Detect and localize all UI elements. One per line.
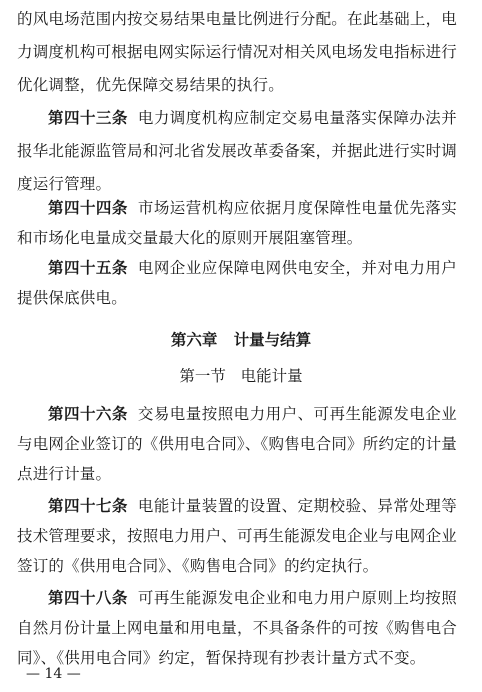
paragraph-line: 的风电场范围内按交易结果电量比例进行分配。在此基础上，电	[17, 10, 457, 28]
paragraph-line: 和市场化电量成交量最大化的原则开展阻塞管理。	[17, 229, 363, 247]
article-46-line: 第四十六条 交易电量按照电力用户、可再生能源发电企业	[48, 405, 457, 423]
paragraph-line: 度运行管理。	[17, 175, 112, 193]
article-48-line: 第四十八条 可再生能源发电企业和电力用户原则上均按照	[48, 589, 457, 607]
article-44-line: 第四十四条 市场运营机构应依据月度保障性电量优先落实	[48, 199, 457, 217]
article-number: 第四十五条	[48, 259, 128, 277]
paragraph-line: 提供保底供电。	[17, 289, 127, 307]
paragraph-line: 自然月份计量上网电量和用电量，不具备条件的可按《购售电合	[17, 619, 457, 637]
paragraph-line: 点进行计量。	[17, 465, 112, 483]
paragraph-line: 签订的《供用电合同》、《购售电合同》的约定执行。	[17, 557, 379, 575]
article-number: 第四十三条	[48, 109, 128, 127]
article-43-line: 第四十三条 电力调度机构应制定交易电量落实保障办法并	[48, 109, 457, 127]
article-number: 第四十七条	[48, 497, 128, 515]
page-number: — 14 —	[26, 666, 81, 682]
article-45-line: 第四十五条 电网企业应保障电网供电安全，并对电力用户	[48, 259, 457, 277]
paragraph-line: 优化调整，优先保障交易结果的执行。	[17, 76, 284, 94]
paragraph-line: 技术管理要求，按照电力用户、可再生能源发电企业与电网企业	[17, 527, 457, 545]
paragraph-line: 报华北能源监管局和河北省发展改革委备案，并据此进行实时调	[17, 142, 457, 160]
article-47-line: 第四十七条 电能计量装置的设置、定期校验、异常处理等	[48, 497, 457, 515]
article-number: 第四十八条	[48, 589, 128, 607]
paragraph-line: 同》、《供用电合同》约定，暂保持现有抄表计量方式不变。	[17, 649, 426, 667]
section-heading: 第一节 电能计量	[179, 367, 303, 385]
article-number: 第四十六条	[48, 405, 128, 423]
paragraph-line: 力调度机构可根据电网实际运行情况对相关风电场发电指标进行	[17, 43, 457, 61]
chapter-heading: 第六章 计量与结算	[170, 331, 312, 349]
paragraph-line: 与电网企业签订的《供用电合同》、《购售电合同》所约定的计量	[17, 435, 457, 453]
article-number: 第四十四条	[48, 199, 128, 217]
